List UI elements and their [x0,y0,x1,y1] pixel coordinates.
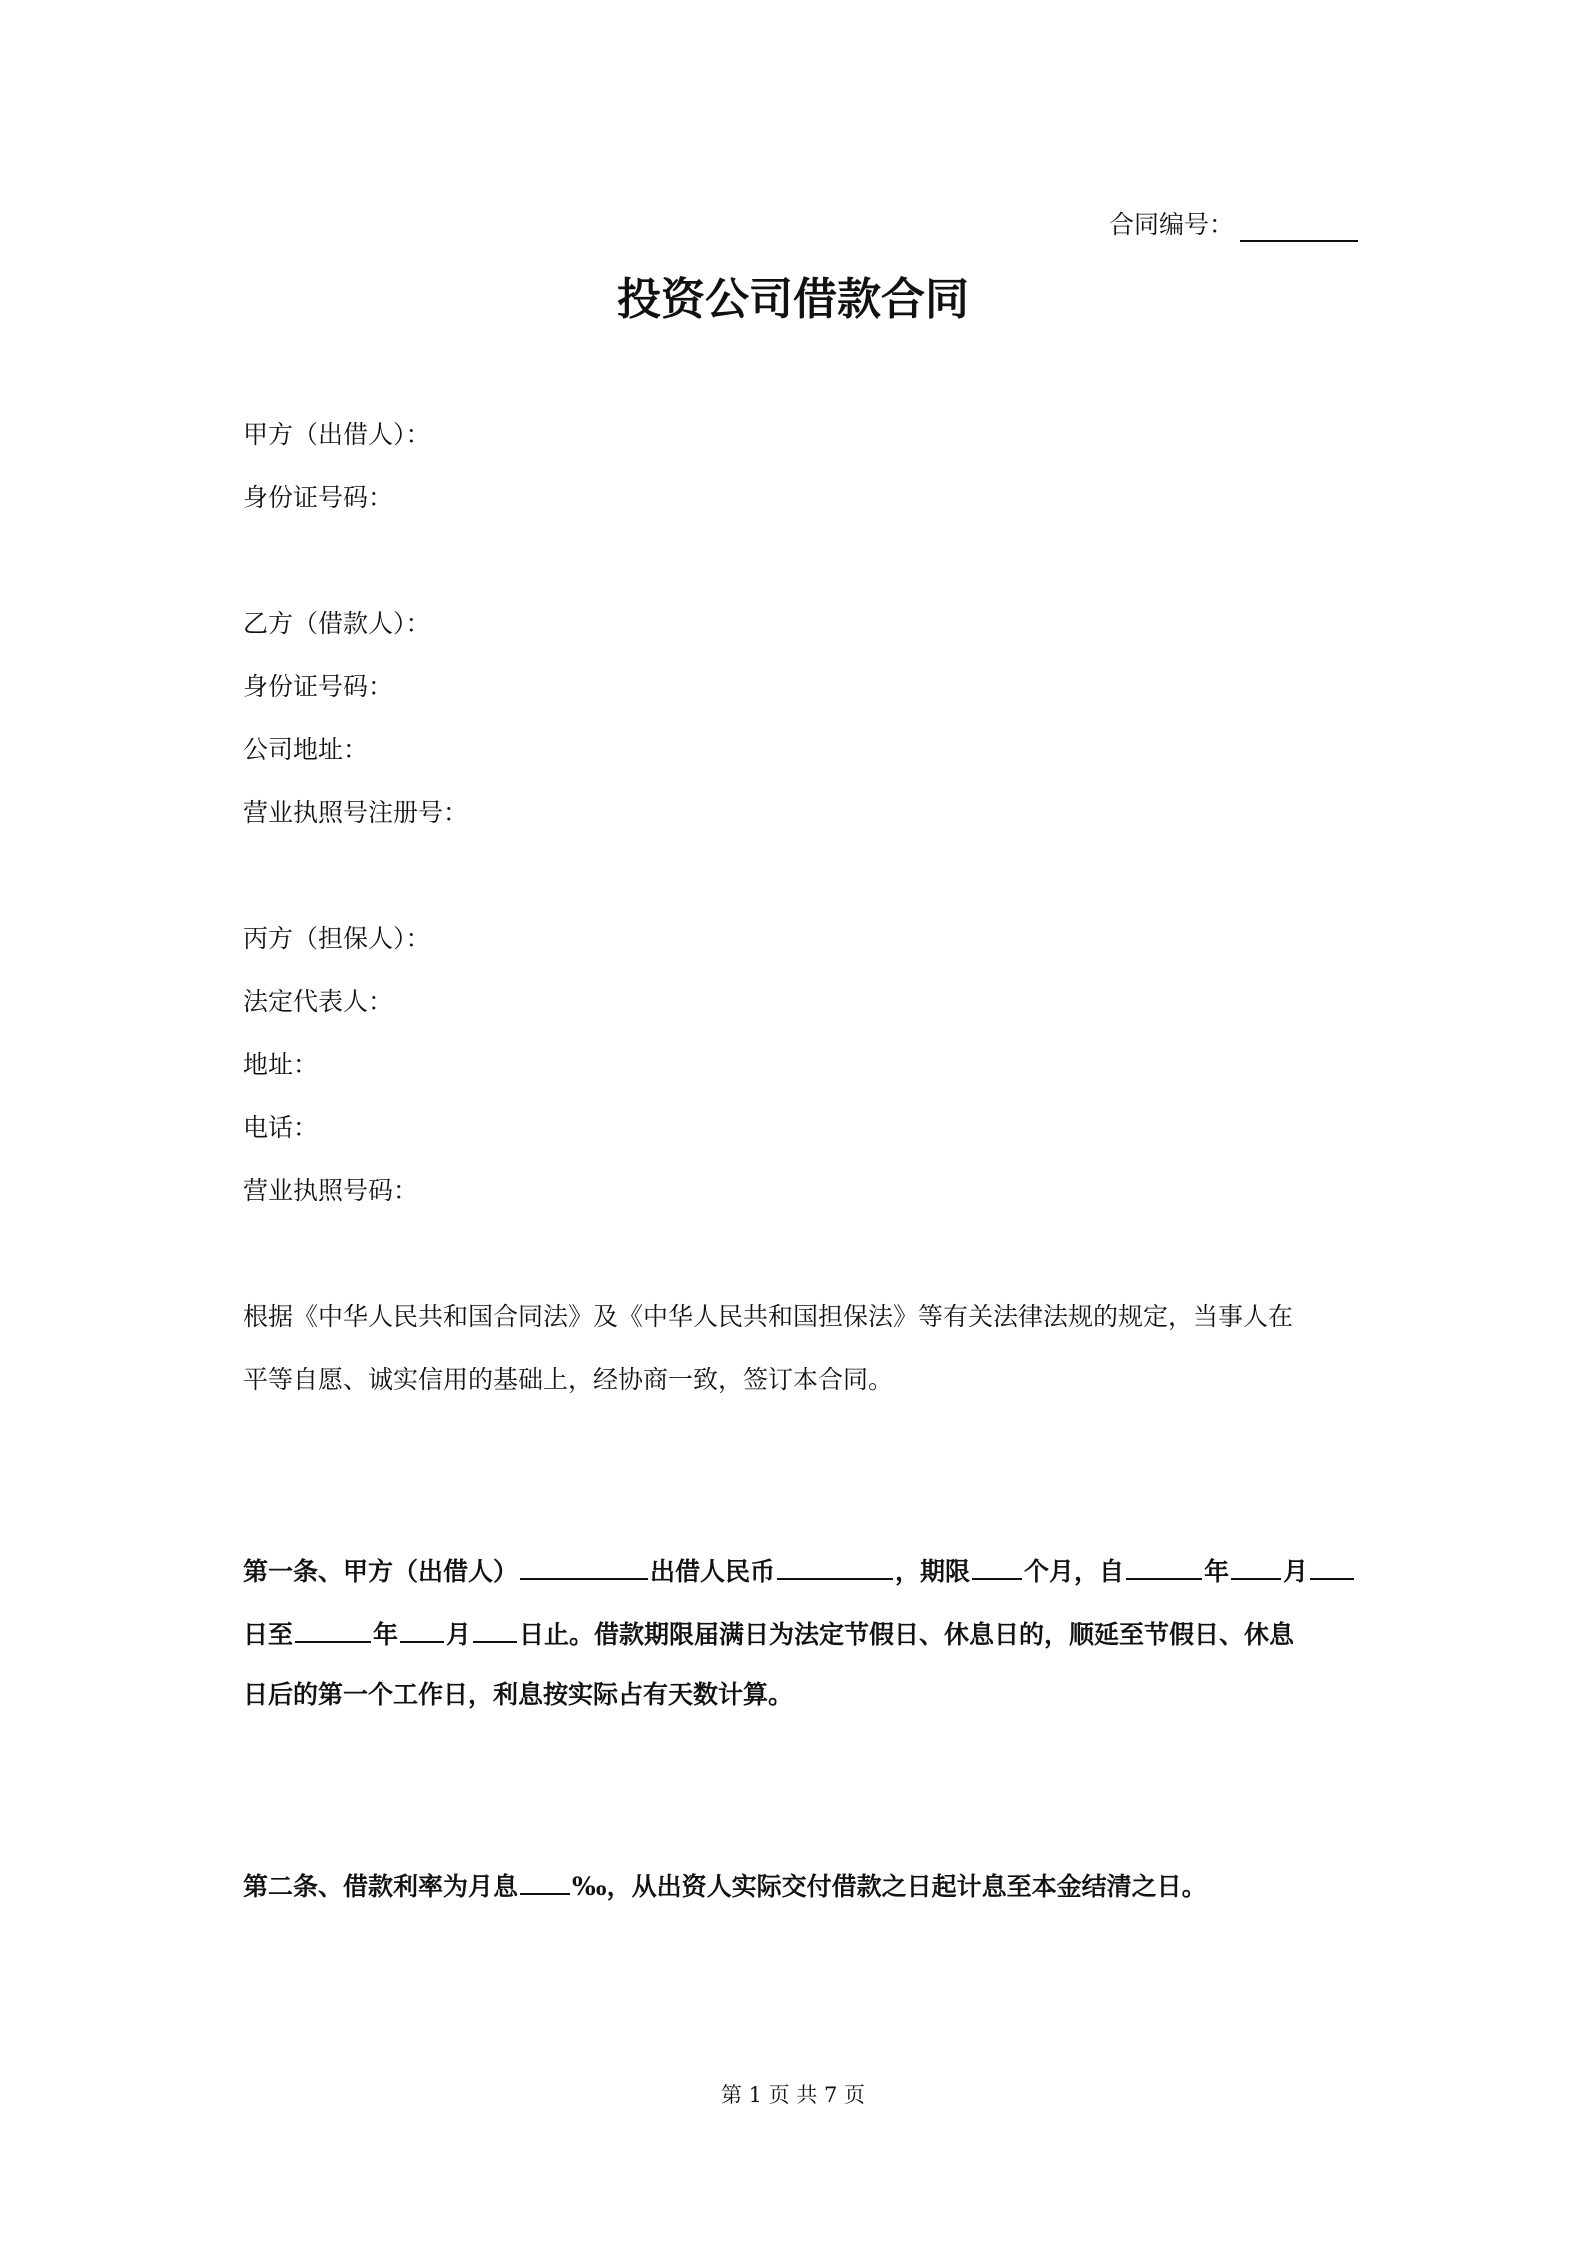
article-1-text: 第一条、甲方（出借人） [243,1557,519,1586]
article-1-end-day-blank [473,1615,517,1643]
article-1-text: 月 [446,1620,472,1649]
article-1-text: 出借人民币 [650,1557,776,1586]
party-c-license-label: 营业执照号码： [243,1176,419,1205]
article-1-text: 月 [1283,1557,1309,1586]
party-b-id-label: 身份证号码： [243,672,394,701]
article-1-text: 日止。借款期限届满日为法定节假日、休息日的，顺延至节假日、休息 [519,1620,1295,1649]
document-title: 投资公司借款合同 [617,274,969,325]
article-1-amount-blank [777,1552,893,1580]
party-a-heading: 甲方（出借人）： [243,420,431,449]
preamble-line-1: 根据《中华人民共和国合同法》及《中华人民共和国担保法》等有关法律法规的规定，当事人在 [243,1302,1294,1331]
party-c-phone-label: 电话： [243,1113,319,1142]
article-2-rate-blank [520,1867,570,1895]
article-1-text: 日至 [243,1620,294,1649]
article-1-end-year-blank [295,1615,371,1643]
party-b-address-label: 公司地址： [243,735,369,764]
article-2-line-1 [243,1867,1207,1904]
article-1-line-3: 日后的第一个工作日，利息按实际占有天数计算。 [243,1680,794,1709]
party-b-heading: 乙方（借款人）： [243,609,431,638]
article-1-line-2 [243,1615,1294,1652]
contract-number-blank [1240,214,1358,242]
article-1-text: 年 [373,1620,399,1649]
party-c-address-label: 地址： [243,1050,319,1079]
article-2-text: ‰，从出资人实际交付借款之日起计息至本金结清之日。 [572,1872,1207,1901]
article-1-line-1 [243,1552,1356,1589]
article-1-start-day-blank [1310,1552,1354,1580]
article-1-text: 年 [1204,1557,1230,1586]
party-c-heading: 丙方（担保人）： [243,924,431,953]
article-1-end-month-blank [400,1615,444,1643]
preamble-line-2: 平等自愿、诚实信用的基础上，经协商一致，签订本合同。 [243,1365,894,1394]
contract-number-label: 合同编号： [1108,210,1234,239]
article-1-start-month-blank [1231,1552,1281,1580]
article-1-text: 个月，自 [1024,1557,1125,1586]
party-a-id-label: 身份证号码： [243,483,394,512]
article-1-start-year-blank [1126,1552,1202,1580]
article-1-text: ，期限 [895,1557,971,1586]
article-2-text: 第二条、借款利率为月息 [243,1872,519,1901]
party-b-license-label: 营业执照号注册号： [243,798,469,827]
contract-number [1109,208,1358,242]
article-1-months-blank [972,1552,1022,1580]
article-1-lender-blank [520,1552,648,1580]
page-footer: 第 1 页 共 7 页 [720,2083,866,2107]
party-c-rep-label: 法定代表人： [243,987,394,1016]
